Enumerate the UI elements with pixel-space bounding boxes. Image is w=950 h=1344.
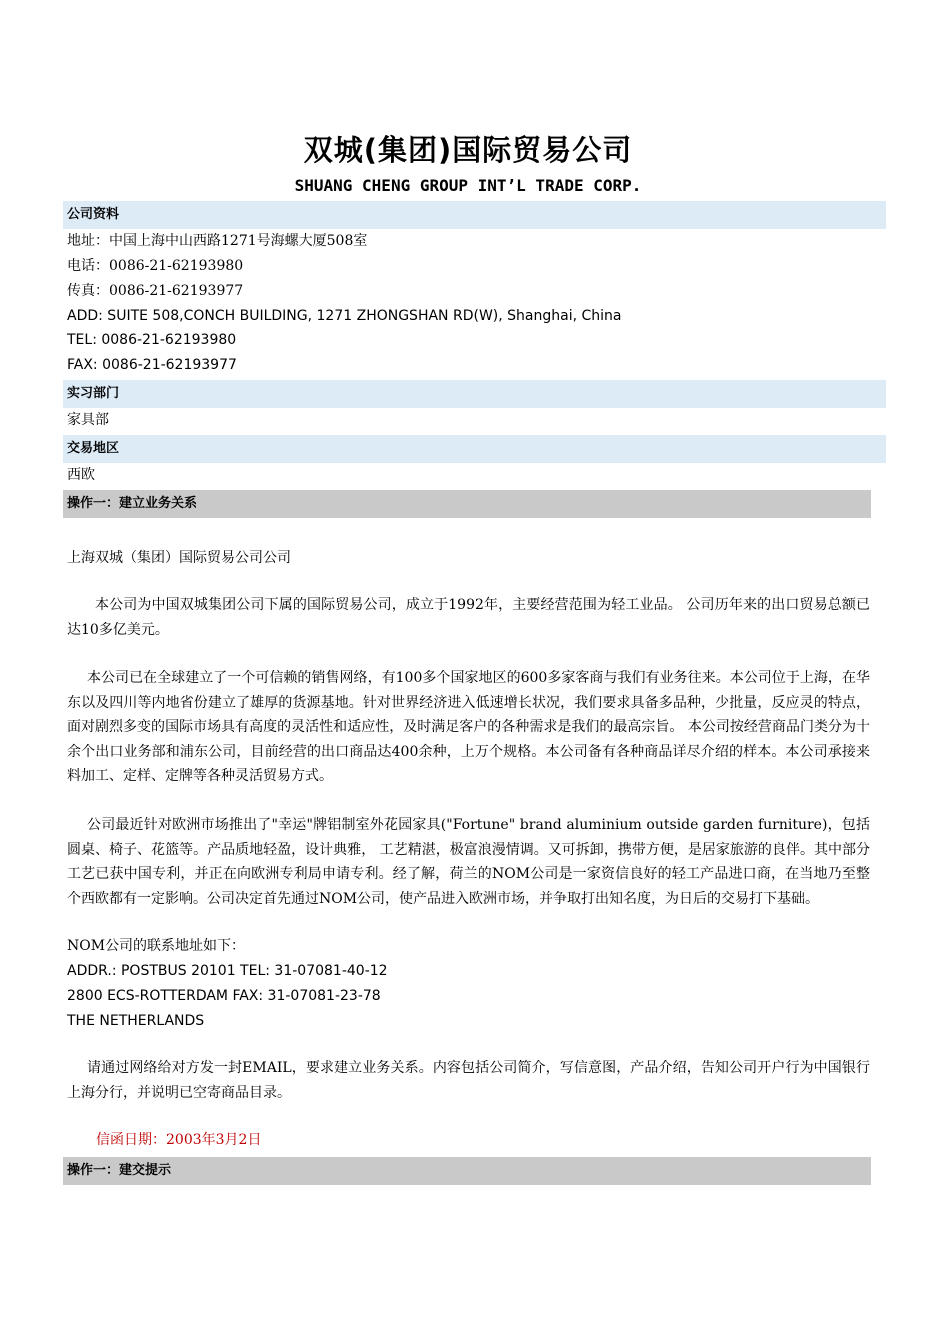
- nom-address-line-1: ADDR.: POSTBUS 20101 TEL: 31-07081-40-12: [67, 963, 388, 979]
- department-header: 实习部门: [63, 380, 886, 408]
- fax-en: FAX: 0086-21-62193977: [67, 357, 237, 373]
- address-cn: 地址：中国上海中山西路1271号海螺大厦508室: [67, 233, 368, 249]
- page-title: 双城(集团)国际贸易公司: [303, 133, 633, 167]
- fax-cn: 传真：0086-21-62193977: [67, 283, 244, 299]
- phone-cn: 电话：0086-21-62193980: [67, 258, 244, 274]
- tel-en: TEL: 0086-21-62193980: [67, 332, 237, 348]
- address-en: ADD: SUITE 508,CONCH BUILDING, 1271 ZHONGSHAN RD(W), Shanghai, China: [67, 308, 622, 324]
- paragraph-network: 本公司已在全球建立了一个可信赖的销售网络，有100多个国家地区的600多家客商与我们有业务往来。本公司位于上海，在华东以及四川等内地省份建立了雄厚的货源基地。针对世界经济进入低速增长状况，我们要求具备多品种，少批量，反应灵的特点，面对剧烈多变的国际市场具有高度的灵活性和适应性，及时满足客户的各种需求是我们的最高宗旨。 本公司按经营商品门类分为十余个出口业务部和浦东公司，目前经营的出口商品达400余种，上万个规格。本公司备有各种商品详尽介绍的样本。本公司承接来料加工、定样、定牌等各种灵活贸易方式。: [67, 670, 870, 784]
- nom-intro: NOM公司的联系地址如下：: [67, 938, 246, 954]
- department-value: 家具部: [67, 412, 109, 428]
- operation1-header: 操作一：建立业务关系: [63, 490, 871, 518]
- company-line: 上海双城（集团）国际贸易公司公司: [67, 550, 291, 566]
- nom-address-line-2: 2800 ECS-ROTTERDAM FAX: 31-07081-23-78: [67, 988, 381, 1004]
- paragraph-product: 公司最近针对欧洲市场推出了"幸运"牌铝制室外花园家具("Fortune" brand aluminium outside garden furniture)，包括圆桌、椅子、花篮等。产品质地轻盈，设计典雅， 工艺精湛，极富浪漫情调。又可拆卸，携带方便，是居家旅游的良伴。其中部分工艺已获中国专利，并正在向欧洲专利局申请专利。经了解，荷兰的NOM公司是一家资信良好的轻工产品进口商，在当地乃至整个西欧都有一定影响。公司决定首先通过NOM公司，使产品进入欧洲市场，并争取打出知名度，为日后的交易打下基础。: [67, 817, 870, 907]
- company-info-header: 公司资料: [63, 201, 886, 229]
- page-subtitle: SHUANG CHENG GROUP INT’L TRADE CORP.: [294, 176, 642, 195]
- nom-address-line-3: THE NETHERLANDS: [67, 1013, 205, 1029]
- region-header: 交易地区: [63, 435, 886, 463]
- paragraph-intro: 本公司为中国双城集团公司下属的国际贸易公司，成立于1992年，主要经营范围为轻工业品。 公司历年来的出口贸易总额已达10多亿美元。: [67, 597, 870, 638]
- operation2-header: 操作一：建交提示: [63, 1157, 871, 1185]
- region-value: 西欧: [67, 467, 95, 483]
- letter-date: 信函日期：2003年3月2日: [96, 1132, 262, 1148]
- paragraph-task: 请通过网络给对方发一封EMAIL，要求建立业务关系。内容包括公司简介，写信意图，产品介绍，告知公司开户行为中国银行上海分行，并说明已空寄商品目录。: [67, 1060, 870, 1101]
